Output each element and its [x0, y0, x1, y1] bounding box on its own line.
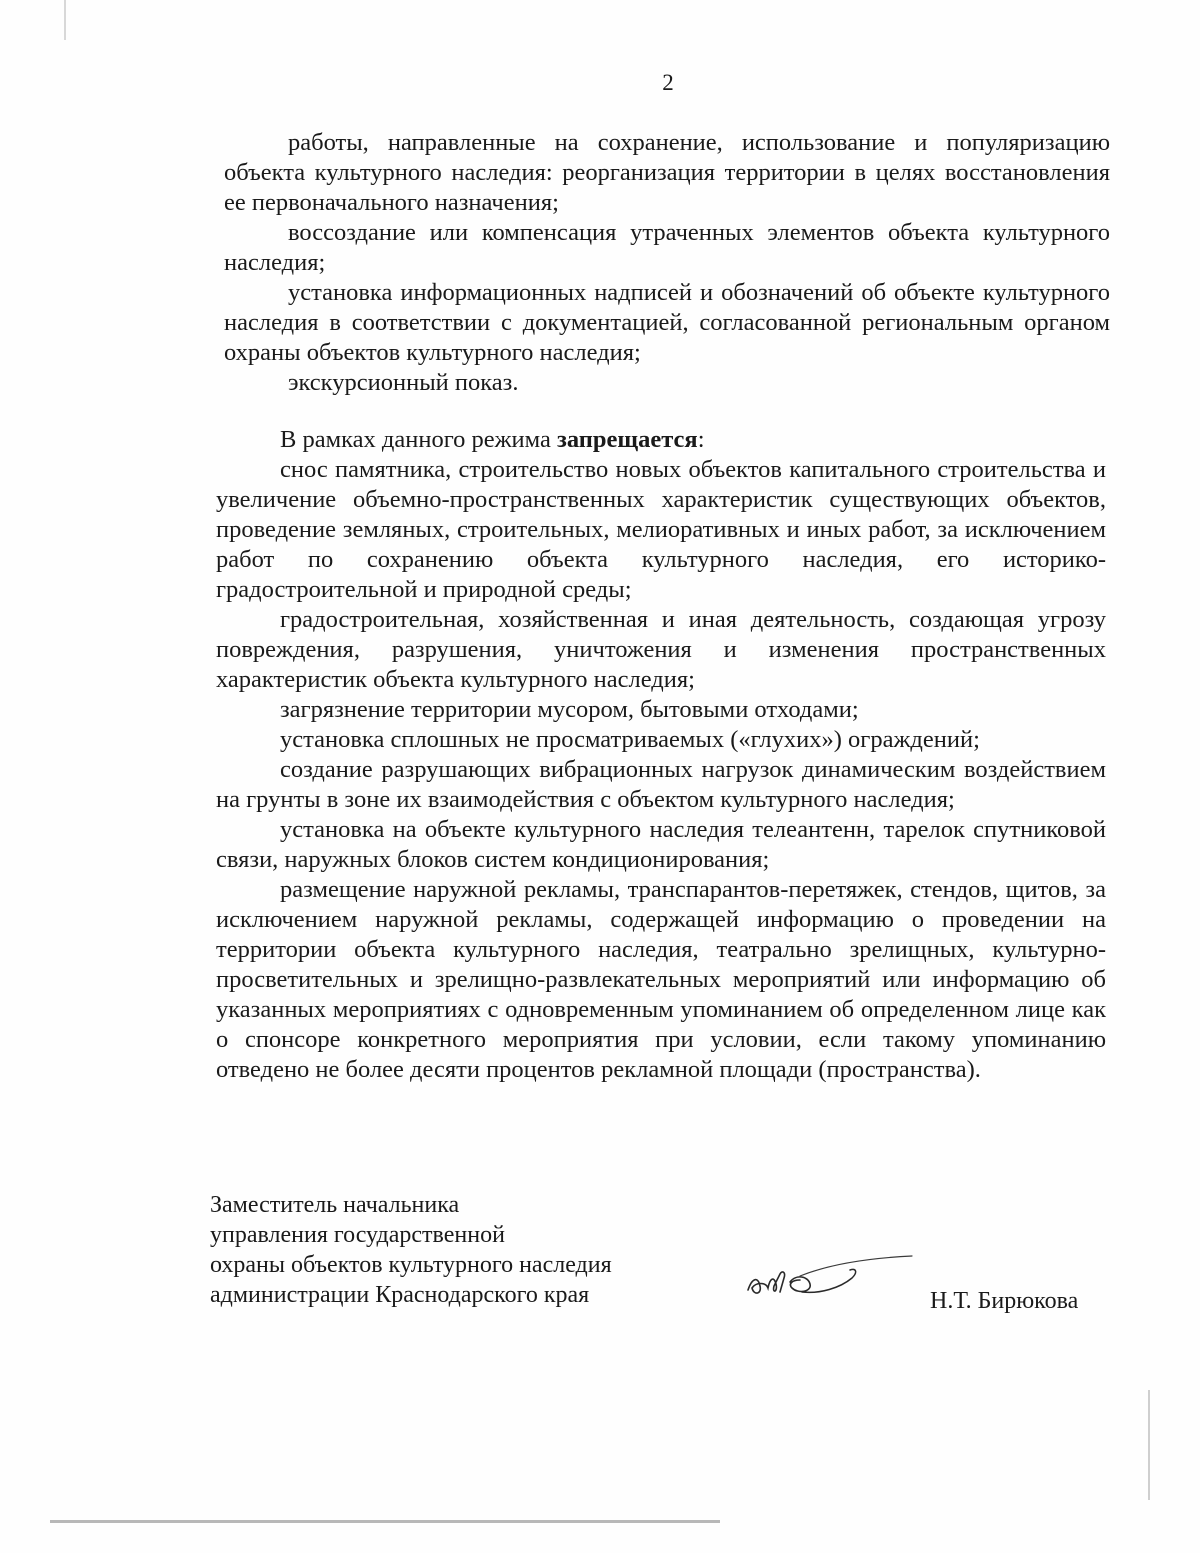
paragraph: установка на объекте культурного наследия телеантенн, тарелок спутниковой связи, наружных блоков систем кондиционирования;: [216, 816, 1106, 873]
intro-bold: запрещается: [557, 426, 698, 453]
paragraph: снос памятника, строительство новых объектов капитального строительства и увеличение объемно-пространственных характеристик существующих объектов, проведение земляных, строительных, мелиоративных и иных работ, за исключением работ по сохранению объекта культурного наследия, его историко-градостроительной и природной среды;: [216, 456, 1106, 603]
permitted-works-section: [224, 128, 1110, 398]
scan-artifact-line: [50, 1520, 720, 1523]
paragraph: работы, направленные на сохранение, использование и популяризацию объекта культурного наследия: реорганизация территории в целях восстановления ее первоначального назначения;: [224, 129, 1110, 216]
paragraph: установка информационных надписей и обозначений об объекте культурного наследия в соответствии с документацией, согласованной региональным органом охраны объектов культурного наследия;: [224, 279, 1110, 366]
prohibition-intro: [216, 425, 1106, 455]
paragraph: градостроительная, хозяйственная и иная деятельность, создающая угрозу повреждения, разрушения, уничтожения и изменения пространственных характеристик объекта культурного наследия;: [216, 606, 1106, 693]
scan-artifact-line: [64, 0, 66, 40]
intro-suffix: :: [697, 426, 705, 453]
paragraph: установка сплошных не просматриваемых («глухих») ограждений;: [280, 726, 980, 753]
paragraph: загрязнение территории мусором, бытовыми отходами;: [280, 696, 859, 723]
signer-position: [210, 1190, 612, 1310]
scan-artifact-line: [1148, 1390, 1150, 1500]
position-line: администрации Краснодарского края: [210, 1282, 590, 1308]
prohibited-works-section: [216, 425, 1106, 1085]
page-number: 2: [662, 70, 674, 95]
paragraph: размещение наружной рекламы, транспарантов-перетяжек, стендов, щитов, за исключением наружной рекламы, содержащей информацию о проведении на территории объекта культурного наследия, театрально зрелищных, культурно-просветительных и зрелищно-развлекательных мероприятий или информацию об указанных мероприятиях с одновременным упоминанием об определенном лице как о спонсоре конкретного мероприятия при условии, если такому упоминанию отведено не более десяти процентов рекламной площади (пространства).: [216, 876, 1106, 1083]
position-line: Заместитель начальника: [210, 1192, 460, 1218]
paragraph: экскурсионный показ.: [288, 369, 519, 396]
position-line: управления государственной: [210, 1222, 505, 1248]
paragraph: воссоздание или компенсация утраченных элементов объекта культурного наследия;: [224, 219, 1110, 276]
paragraph: создание разрушающих вибрационных нагрузок динамическим воздействием на грунты в зоне их взаимодействия с объектом культурного наследия;: [216, 756, 1106, 813]
intro-prefix: В рамках данного режима: [280, 426, 558, 453]
position-line: охраны объектов культурного наследия: [210, 1252, 612, 1278]
handwritten-signature-icon: [740, 1248, 920, 1308]
signer-name: Н.Т. Бирюкова: [930, 1288, 1079, 1314]
